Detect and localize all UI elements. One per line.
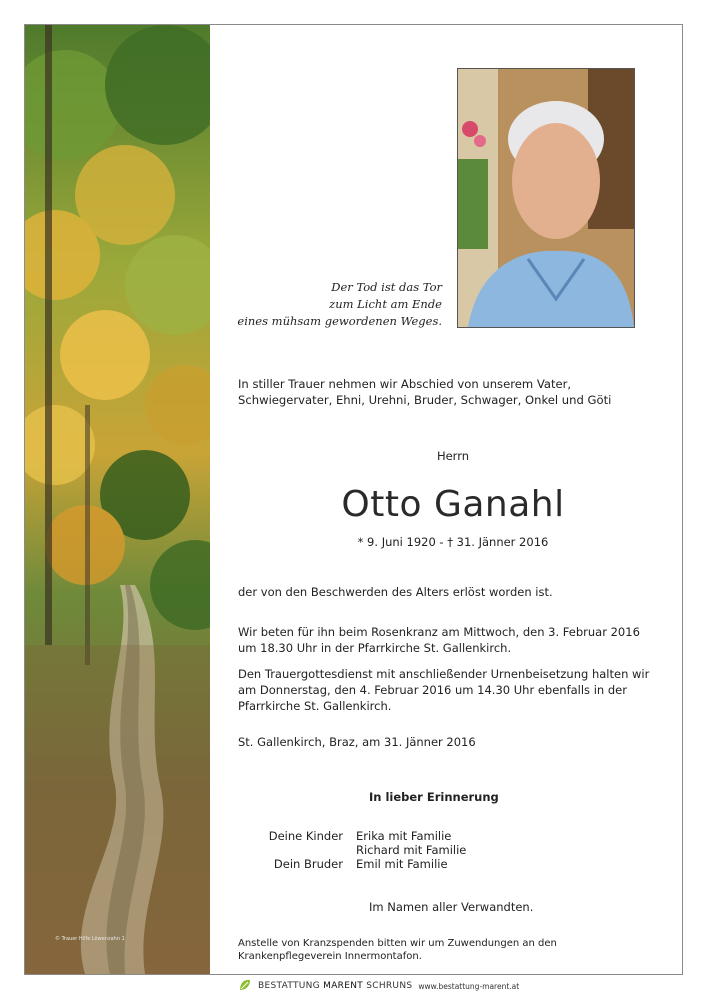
salutation: Herrn (436, 449, 470, 463)
rosary-text: Wir beten für ihn beim Rosenkranz am Mittwoch, den 3. Februar 2016 um 18.30 Uhr in der Pfarrkirche St. Gallenkirch. (238, 625, 640, 655)
footer-prefix: BESTATTUNG (258, 981, 320, 991)
deceased-name: Otto Ganahl (341, 484, 565, 525)
footer-url[interactable]: www.bestattung-marent.at (418, 981, 520, 991)
funeral-service-text: Den Trauergottesdienst mit anschließender Urnenbeisetzung halten wir am Donnerstag, den 4. Februar 2016 um 14.30 Uhr ebenfalls in der Pfarrkirche St. Gallenkirch. (238, 667, 650, 713)
quote-line: Der Tod ist das Tor (331, 280, 442, 294)
memory-heading: In lieber Erinnerung (369, 790, 499, 804)
quote-line: zum Licht am Ende (329, 297, 442, 311)
leaf-icon (238, 978, 252, 994)
footer (238, 978, 519, 994)
photo-credit: © Trauer Hilfe Löwenzahn 1 (55, 936, 125, 942)
mourners-list (238, 829, 466, 871)
mourner-group (238, 857, 466, 871)
portrait-photo (457, 68, 635, 328)
memorial-quote (182, 279, 442, 330)
donations-text: Anstelle von Kranzspenden bitten wir um Zuwendungen an den Krankenpflegeverein Innermontafon. (238, 938, 557, 962)
mourner-name: Erika mit Familie (356, 829, 452, 843)
mourner-relation: Dein Bruder (273, 857, 343, 871)
intro-text: In stiller Trauer nehmen wir Abschied von unserem Vater, Schwiegervater, Ehni, Urehni, Bruder, Schwager, Onkel und Göti (238, 377, 612, 407)
mourner-name: Emil mit Familie (356, 857, 448, 871)
mourner-name: Richard mit Familie (356, 843, 467, 857)
released-text: der von den Beschwerden des Alters erlöst worden ist. (238, 585, 553, 599)
place-date: St. Gallenkirch, Braz, am 31. Jänner 2016 (238, 735, 476, 749)
mourner-group (238, 829, 466, 857)
footer-town: SCHRUNS (366, 981, 413, 991)
footer-brand (258, 981, 412, 991)
life-dates: * 9. Juni 1920 - † 31. Jänner 2016 (357, 535, 549, 549)
quote-line: eines mühsam gewordenen Weges. (237, 314, 442, 328)
footer-brand-name: MARENT (323, 981, 364, 991)
forest-path-image (25, 25, 210, 974)
all-relatives: Im Namen aller Verwandten. (369, 900, 534, 914)
mourner-relation: Deine Kinder (268, 829, 343, 843)
